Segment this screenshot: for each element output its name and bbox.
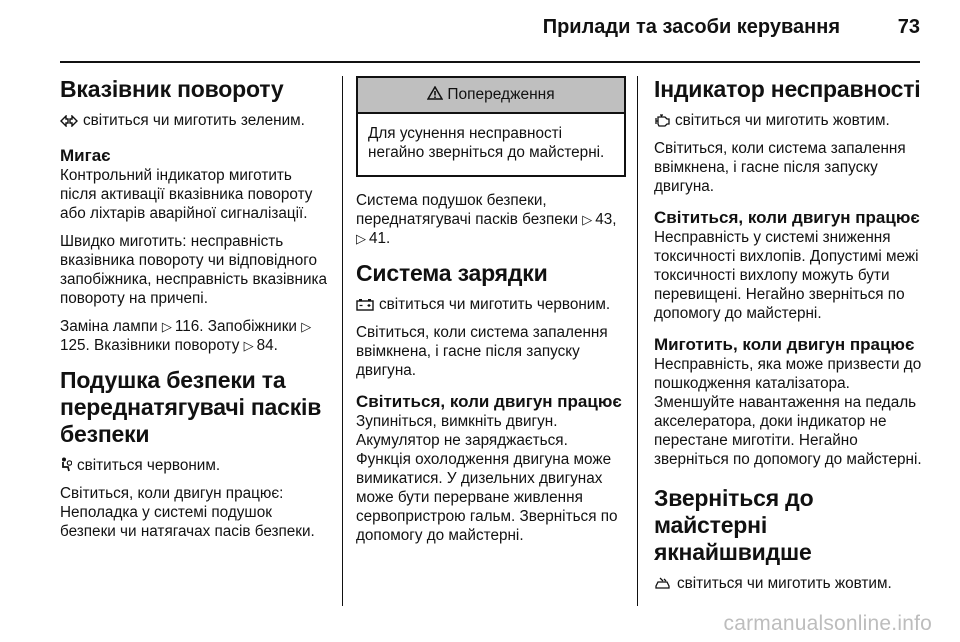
airbag-seat-icon <box>60 457 72 472</box>
page-ref-triangle-icon: ▷ <box>243 338 254 353</box>
malfunction-para-2: Світиться, коли система запалення ввімкнена, і гасне після запуску двигуна. <box>654 140 906 195</box>
page-ref-triangle-icon: ▷ <box>301 319 312 334</box>
service-soon-text <box>654 574 924 593</box>
page-header <box>0 0 960 60</box>
wrench-car-icon <box>654 577 672 590</box>
engine-icon <box>654 114 670 127</box>
page-ref-triangle-icon: ▷ <box>582 212 593 227</box>
ref-end: . <box>386 230 391 247</box>
lamp-text-2: . Запобіжники <box>199 318 297 335</box>
charging-system-heading: Система зарядки <box>356 260 548 286</box>
malfunction-indicator-heading: Індикатор несправності <box>654 76 921 102</box>
turn-signal-text <box>60 111 330 130</box>
airbag-heading: Подушка безпеки та переднатягувачі пасків безпеки <box>60 367 322 447</box>
turn-arrows-icon <box>60 115 78 127</box>
warning-body <box>358 114 624 175</box>
page-ref-link[interactable]: 41 <box>369 230 387 247</box>
page-ref-triangle-icon: ▷ <box>161 319 172 334</box>
turn-signal-desc: світиться чи миготить зеленим. <box>83 112 305 129</box>
flashing-para-1: Контрольний індикатор миготить після активації вказівника повороту або ліхтарів аварійної сигналізації. <box>60 167 313 222</box>
airbag-desc: світиться червоним. <box>77 457 221 474</box>
malfunction-lit-heading: Світиться, коли двигун працює <box>654 208 920 227</box>
charging-para-2: Світиться, коли система запалення ввімкнена, і гасне після запуску двигуна. <box>356 324 608 379</box>
warning-title: Попередження <box>447 86 555 103</box>
charging-desc: світиться чи миготить червоним. <box>379 296 611 313</box>
warning-header <box>358 78 624 114</box>
page-ref-link[interactable]: 116 <box>174 318 200 335</box>
airbag-para-2: Світиться, коли двигун працює: Неполадка у системі подушок безпеки чи натягачах пасів безпеки. <box>60 485 315 540</box>
charging-running-heading: Світиться, коли двигун працює <box>356 392 622 411</box>
lamp-text-3: . Вказівники повороту <box>85 337 240 354</box>
malfunction-blink-heading: Миготить, коли двигун працює <box>654 335 915 354</box>
service-soon-heading: Зверніться до майстерні якнайшвидше <box>654 485 814 565</box>
charging-running-text: Зупиніться, вимкніть двигун. Акумулятор не заряджається. Функція охолодження двигуна може вимикатися. У дизельних двигунах може бути перерване живлення сервопристрою гальм. Зверніться по допомогу до майстерні. <box>356 413 618 544</box>
malfunction-indicator-text <box>654 111 924 130</box>
airbag-indicator-text <box>60 456 330 475</box>
warning-box <box>356 76 626 177</box>
warning-text: Для усунення несправності негайно зверніться до майстерні. <box>368 125 605 161</box>
malfunction-blink-text: Несправність, яка може призвести до пошкодження каталізатора. Зменшуйте навантаження на педаль акселератора, доки індикатор не перестане миготіти. Негайно зверніться по допомогу до майстерні. <box>654 356 922 468</box>
column-right <box>654 76 924 602</box>
page-ref-link[interactable]: 43 <box>595 211 613 228</box>
column-middle <box>356 76 626 554</box>
page-ref-link[interactable]: 84 <box>256 337 274 354</box>
column-divider-1 <box>342 76 343 606</box>
malfunction-lit-text: Несправність у системі зниження токсичності вихлопів. Допустимі межі токсичності вихлопу можуть бути перевищені. Негайно зверніться по допомогу до майстерні. <box>654 229 919 322</box>
service-soon-desc: світиться чи миготить жовтим. <box>677 575 892 592</box>
flashing-heading: Мигає <box>60 146 111 165</box>
page-number: 73 <box>897 16 920 38</box>
warning-triangle-icon <box>427 86 443 105</box>
column-divider-2 <box>637 76 638 606</box>
column-left <box>60 76 330 550</box>
airbag-system-text: Система подушок безпеки, переднатягувачі пасків безпеки <box>356 192 578 228</box>
turn-signal-heading: Вказівник повороту <box>60 76 284 102</box>
lamp-replacement-para <box>60 317 330 355</box>
ref-separator: , <box>612 211 617 228</box>
flashing-para-2: Швидко миготить: несправність вказівника повороту чи відповідного запобіжника, несправність вказівника повороту на причепі. <box>60 233 328 307</box>
charging-indicator-text <box>356 295 626 314</box>
page-ref-link[interactable]: 125 <box>60 337 86 354</box>
lamp-text-1: Заміна лампи <box>60 318 158 335</box>
lamp-text-4: . <box>273 337 278 354</box>
malfunction-desc: світиться чи миготить жовтим. <box>675 112 890 129</box>
watermark: carmanualsonline.info <box>723 612 932 635</box>
page-section-title: Прилади та засоби керування <box>542 16 840 38</box>
page-ref-triangle-icon: ▷ <box>356 231 366 246</box>
header-divider <box>60 61 920 63</box>
battery-icon <box>356 298 374 311</box>
airbag-system-ref-para <box>356 191 626 248</box>
